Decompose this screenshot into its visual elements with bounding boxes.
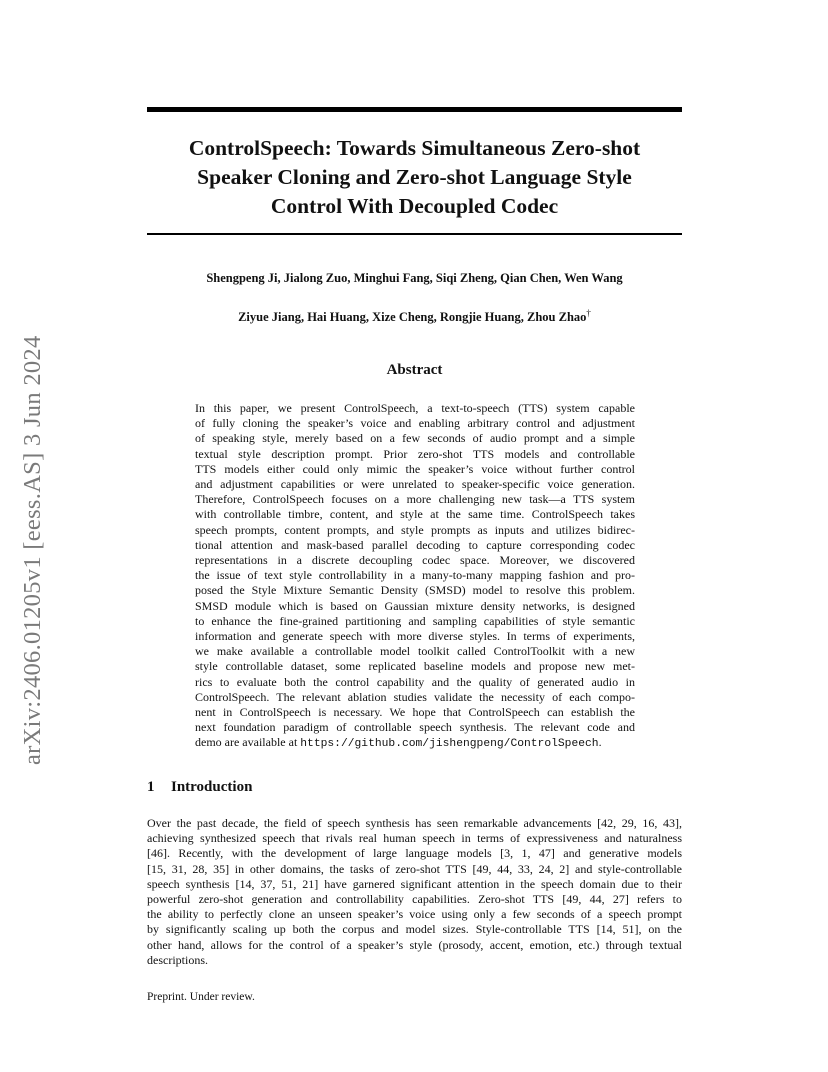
intro-line: Over the past decade, the field of speech synthesis has seen remarkable advancements [42, 29, 16, 43],	[147, 816, 682, 830]
abstract-line: nent in ControlSpeech is necessary. We hope that ControlSpeech can establish the	[195, 705, 635, 720]
title-line: Speaker Cloning and Zero-shot Language Style	[197, 165, 632, 189]
arxiv-identifier-text: arXiv:2406.01205v1 [eess.AS] 3 Jun 2024	[19, 335, 46, 765]
section-heading-introduction	[147, 779, 252, 796]
abstract-line: to enhance the fine-grained partitioning and sampling capabilities of style semantic	[195, 613, 635, 628]
intro-line: [46]. Recently, with the development of large language models [3, 1, 47] and generative models	[147, 846, 682, 861]
intro-line: the ability to perfectly clone an unseen speaker’s voice using only a few seconds of a speech prompt	[147, 907, 682, 922]
intro-line: by significantly scaling up both the corpus and model sizes. Style-controllable TTS [14, 51], on the	[147, 922, 682, 937]
abstract-heading: Abstract	[386, 362, 443, 378]
introduction-paragraph	[147, 816, 682, 968]
abstract-line: ControlSpeech. The relevant ablation studies validate the necessity of each compo-	[195, 689, 635, 704]
intro-line: [15, 31, 28, 35] in other domains, the tasks of zero-shot TTS [49, 44, 33, 24, 2] and style-controllable	[147, 861, 682, 876]
abstract-line: SMSD module which is based on Gaussian mixture density networks, is designed	[195, 598, 635, 613]
title-line: ControlSpeech: Towards Simultaneous Zero-shot	[188, 136, 641, 160]
abstract-line: tional attention and mask-based parallel decoding to capture corresponding codec	[195, 537, 635, 552]
abstract-line: TTS models either could only mimic the speaker’s voice without further control	[195, 461, 635, 476]
abstract-line: In this paper, we present ControlSpeech, a text-to-speech (TTS) system capable	[195, 401, 635, 415]
intro-line: other hand, allows for the control of a speaker’s style (prosody, accent, emotion, etc.) through textual	[147, 937, 682, 952]
intro-line: powerful zero-shot generation and controllability capabilities. Zero-shot TTS [49, 44, 27] refers to	[147, 892, 682, 907]
abstract-line: textual style description prompt. Prior zero-shot TTS models and controllable	[195, 446, 635, 461]
abstract-last-line	[195, 735, 635, 752]
abstract-line: we make available a controllable model toolkit called ControlToolkit with a new	[195, 644, 635, 659]
author-list-line-2	[147, 309, 682, 325]
intro-line: descriptions.	[147, 952, 208, 967]
title-line: Control With Decoupled Codec	[270, 194, 559, 218]
abstract-line: Therefore, ControlSpeech focuses on a more challenging new task—a TTS system	[195, 492, 635, 507]
abstract-line: next foundation paradigm of controllable speech synthesis. The relevant code and	[195, 720, 635, 735]
abstract-line: information and generate speech with more diverse styles. In terms of experiments,	[195, 629, 635, 644]
abstract-line: with controllable timbre, content, and style at the same time. ControlSpeech takes	[195, 507, 635, 522]
abstract-line: posed the Style Mixture Semantic Density (SMSD) model to resolve this problem.	[195, 583, 635, 598]
abstract-line: rics to evaluate both the control capability and the quality of generated audio in	[195, 674, 635, 689]
abstract-last-suffix: .	[598, 735, 602, 750]
abstract-line: representations in a discrete decoupling codec space. Moreover, we discovered	[195, 553, 635, 568]
abstract-line: style controllable dataset, some replicated baseline models and propose new met-	[195, 659, 635, 674]
abstract-line: of speaking style, merely based on a few seconds of audio prompt and a simple	[195, 431, 635, 446]
section-number: 1	[147, 779, 155, 795]
arxiv-identifier-stamp	[18, 290, 48, 765]
title-top-rule	[147, 107, 682, 112]
code-repository-link[interactable]: https://github.com/jishengpeng/ControlSpeech	[300, 738, 599, 751]
abstract-text	[195, 401, 635, 753]
abstract-line: and adjustment capabilities or were unrelated to speaker-specific voice generation.	[195, 477, 635, 492]
intro-line: achieving synthesized speech that rivals real human speech in terms of expressiveness and naturalness	[147, 831, 682, 846]
abstract-last-prefix: demo are available at	[195, 735, 301, 750]
author-list-line-1: Shengpeng Ji, Jialong Zuo, Minghui Fang, Siqi Zheng, Qian Chen, Wen Wang	[206, 271, 623, 285]
title-bottom-rule	[147, 233, 682, 235]
abstract-line: speech prompts, content prompts, and style prompts as inputs and utilizes bidirec-	[195, 522, 635, 537]
paper-title	[147, 134, 682, 221]
corresponding-author-mark: †	[586, 307, 591, 318]
section-title: Introduction	[171, 779, 253, 795]
author-names: Ziyue Jiang, Hai Huang, Xize Cheng, Rongjie Huang, Zhou Zhao	[238, 310, 587, 324]
intro-line: speech synthesis [14, 37, 51, 21] have garnered significant attention in the speech domain due to their	[147, 876, 682, 891]
preprint-footer: Preprint. Under review.	[147, 991, 255, 1003]
abstract-line: the issue of text style controllability in a many-to-many mapping fashion and pro-	[195, 568, 635, 583]
abstract-line: of fully cloning the speaker’s voice and enabling arbitrary control and adjustment	[195, 416, 635, 431]
